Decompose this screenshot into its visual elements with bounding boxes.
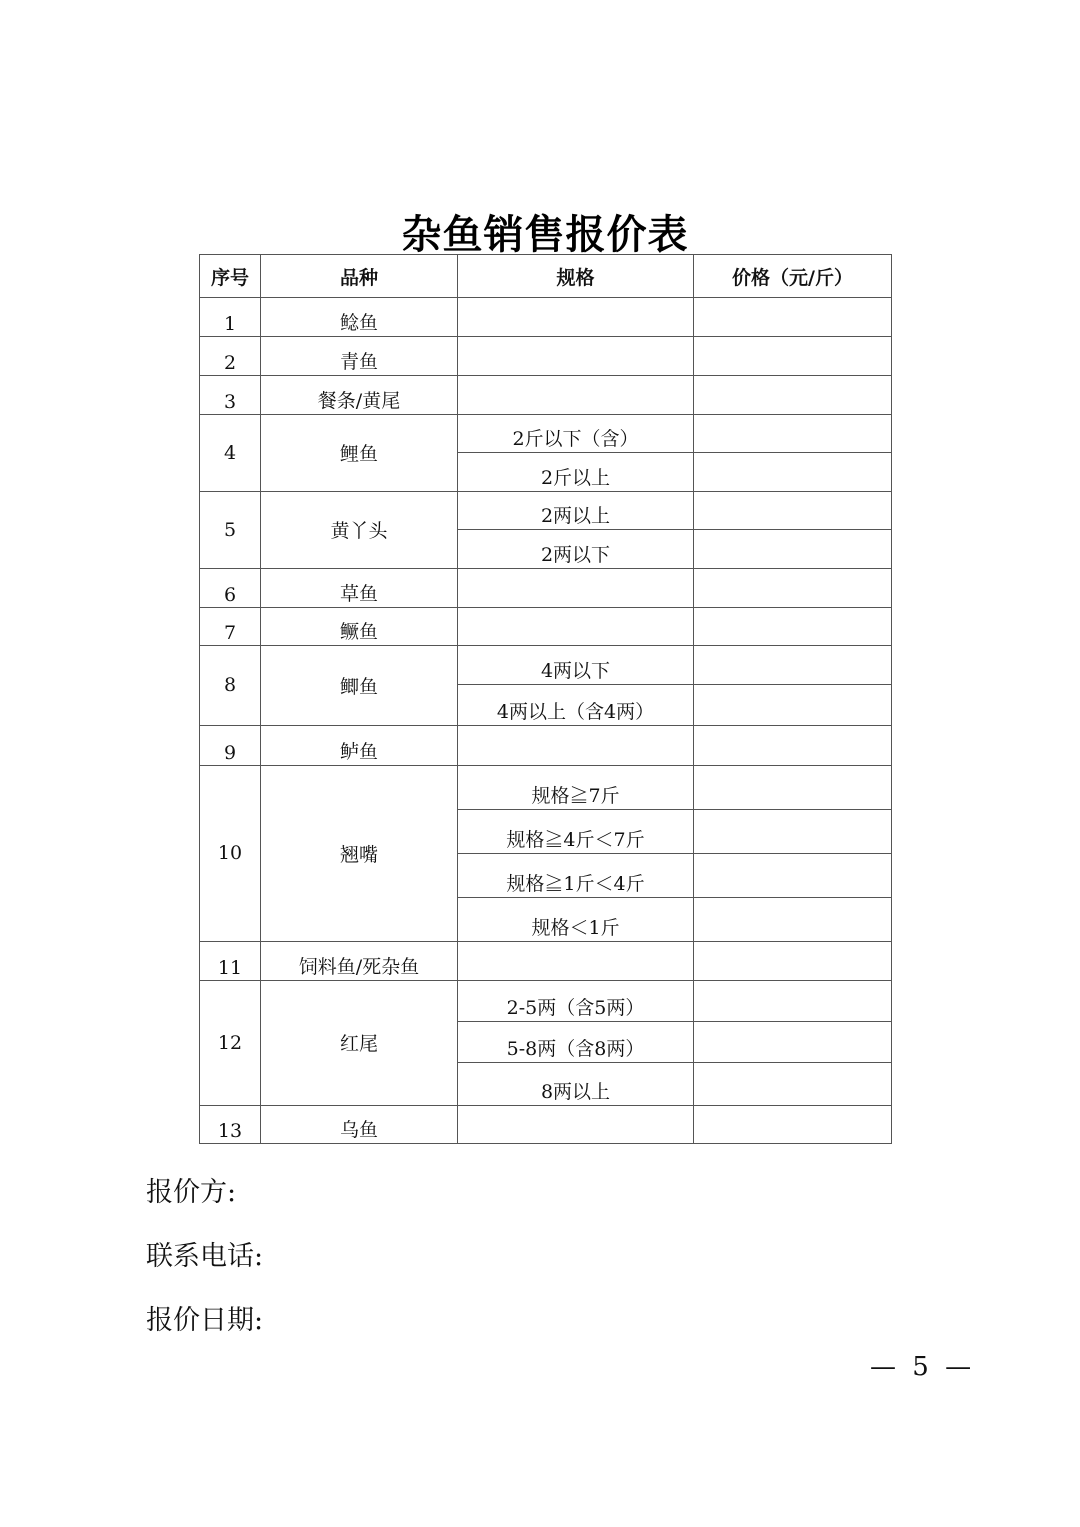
- table-row: [200, 942, 892, 981]
- row-no: 12: [200, 981, 261, 1106]
- price-cell[interactable]: [694, 726, 892, 766]
- row-variety: 青鱼: [261, 337, 458, 376]
- row-spec: [458, 298, 694, 337]
- row-no: 4: [200, 415, 261, 492]
- table-row: [200, 726, 892, 766]
- row-spec: 规格≧7斤: [458, 766, 694, 810]
- table-row: [200, 646, 892, 685]
- row-spec: 2两以下: [458, 530, 694, 569]
- row-no: 2: [200, 337, 261, 376]
- table-row: [200, 981, 892, 1022]
- price-cell[interactable]: [694, 298, 892, 337]
- row-variety: 乌鱼: [261, 1106, 458, 1144]
- row-variety: 草鱼: [261, 569, 458, 608]
- row-spec: 4两以上（含4两）: [458, 685, 694, 726]
- row-no: 1: [200, 298, 261, 337]
- row-spec: 2斤以下（含）: [458, 415, 694, 453]
- row-variety: 餐条/黄尾: [261, 376, 458, 415]
- row-variety: 饲料鱼/死杂鱼: [261, 942, 458, 981]
- quoter-label: 报价方:: [146, 1177, 237, 1208]
- price-cell[interactable]: [694, 646, 892, 685]
- table-row: [200, 376, 892, 415]
- row-spec: [458, 376, 694, 415]
- row-variety: 鲈鱼: [261, 726, 458, 766]
- table-row: [200, 415, 892, 453]
- row-spec: [458, 569, 694, 608]
- row-no: 8: [200, 646, 261, 726]
- row-spec: 5-8两（含8两）: [458, 1022, 694, 1063]
- row-no: 9: [200, 726, 261, 766]
- table-row: [200, 337, 892, 376]
- page-title: 杂鱼销售报价表: [401, 212, 689, 258]
- header-price: 价格（元/斤）: [694, 255, 892, 298]
- price-cell[interactable]: [694, 569, 892, 608]
- price-cell[interactable]: [694, 1106, 892, 1144]
- row-spec: 规格≧4斤＜7斤: [458, 810, 694, 854]
- price-cell[interactable]: [694, 530, 892, 569]
- price-cell[interactable]: [694, 453, 892, 492]
- header-no: 序号: [200, 255, 261, 298]
- row-no: 7: [200, 608, 261, 646]
- table-header-row: [200, 255, 892, 298]
- phone-label: 联系电话:: [146, 1241, 264, 1272]
- row-variety: 鳜鱼: [261, 608, 458, 646]
- row-no: 5: [200, 492, 261, 569]
- page-number: — 5 —: [870, 1352, 976, 1382]
- header-variety: 品种: [261, 255, 458, 298]
- row-spec: 4两以下: [458, 646, 694, 685]
- row-variety: 鲤鱼: [261, 415, 458, 492]
- table-row: [200, 298, 892, 337]
- quote-table: [199, 254, 892, 1144]
- row-variety: 鲫鱼: [261, 646, 458, 726]
- row-spec: 规格＜1斤: [458, 898, 694, 942]
- price-cell[interactable]: [694, 608, 892, 646]
- price-cell[interactable]: [694, 766, 892, 810]
- row-spec: [458, 608, 694, 646]
- table-row: [200, 1106, 892, 1144]
- price-cell[interactable]: [694, 981, 892, 1022]
- row-spec: [458, 337, 694, 376]
- row-variety: 鲶鱼: [261, 298, 458, 337]
- price-cell[interactable]: [694, 492, 892, 530]
- price-cell[interactable]: [694, 1022, 892, 1063]
- row-spec: 规格≧1斤＜4斤: [458, 854, 694, 898]
- date-label: 报价日期:: [146, 1305, 264, 1336]
- price-cell[interactable]: [694, 685, 892, 726]
- price-cell[interactable]: [694, 1063, 892, 1106]
- row-no: 6: [200, 569, 261, 608]
- row-spec: 2斤以上: [458, 453, 694, 492]
- price-cell[interactable]: [694, 810, 892, 854]
- row-no: 3: [200, 376, 261, 415]
- price-cell[interactable]: [694, 337, 892, 376]
- row-spec: [458, 1106, 694, 1144]
- row-spec: [458, 942, 694, 981]
- row-variety: 红尾: [261, 981, 458, 1106]
- table-row: [200, 766, 892, 810]
- price-cell[interactable]: [694, 376, 892, 415]
- price-cell[interactable]: [694, 415, 892, 453]
- price-cell[interactable]: [694, 898, 892, 942]
- row-no: 13: [200, 1106, 261, 1144]
- price-cell[interactable]: [694, 942, 892, 981]
- price-cell[interactable]: [694, 854, 892, 898]
- header-spec: 规格: [458, 255, 694, 298]
- row-spec: 2-5两（含5两）: [458, 981, 694, 1022]
- row-spec: 2两以上: [458, 492, 694, 530]
- row-no: 11: [200, 942, 261, 981]
- row-no: 10: [200, 766, 261, 942]
- row-spec: [458, 726, 694, 766]
- row-variety: 翘嘴: [261, 766, 458, 942]
- row-spec: 8两以上: [458, 1063, 694, 1106]
- table-row: [200, 492, 892, 530]
- row-variety: 黄丫头: [261, 492, 458, 569]
- table-row: [200, 608, 892, 646]
- table-row: [200, 569, 892, 608]
